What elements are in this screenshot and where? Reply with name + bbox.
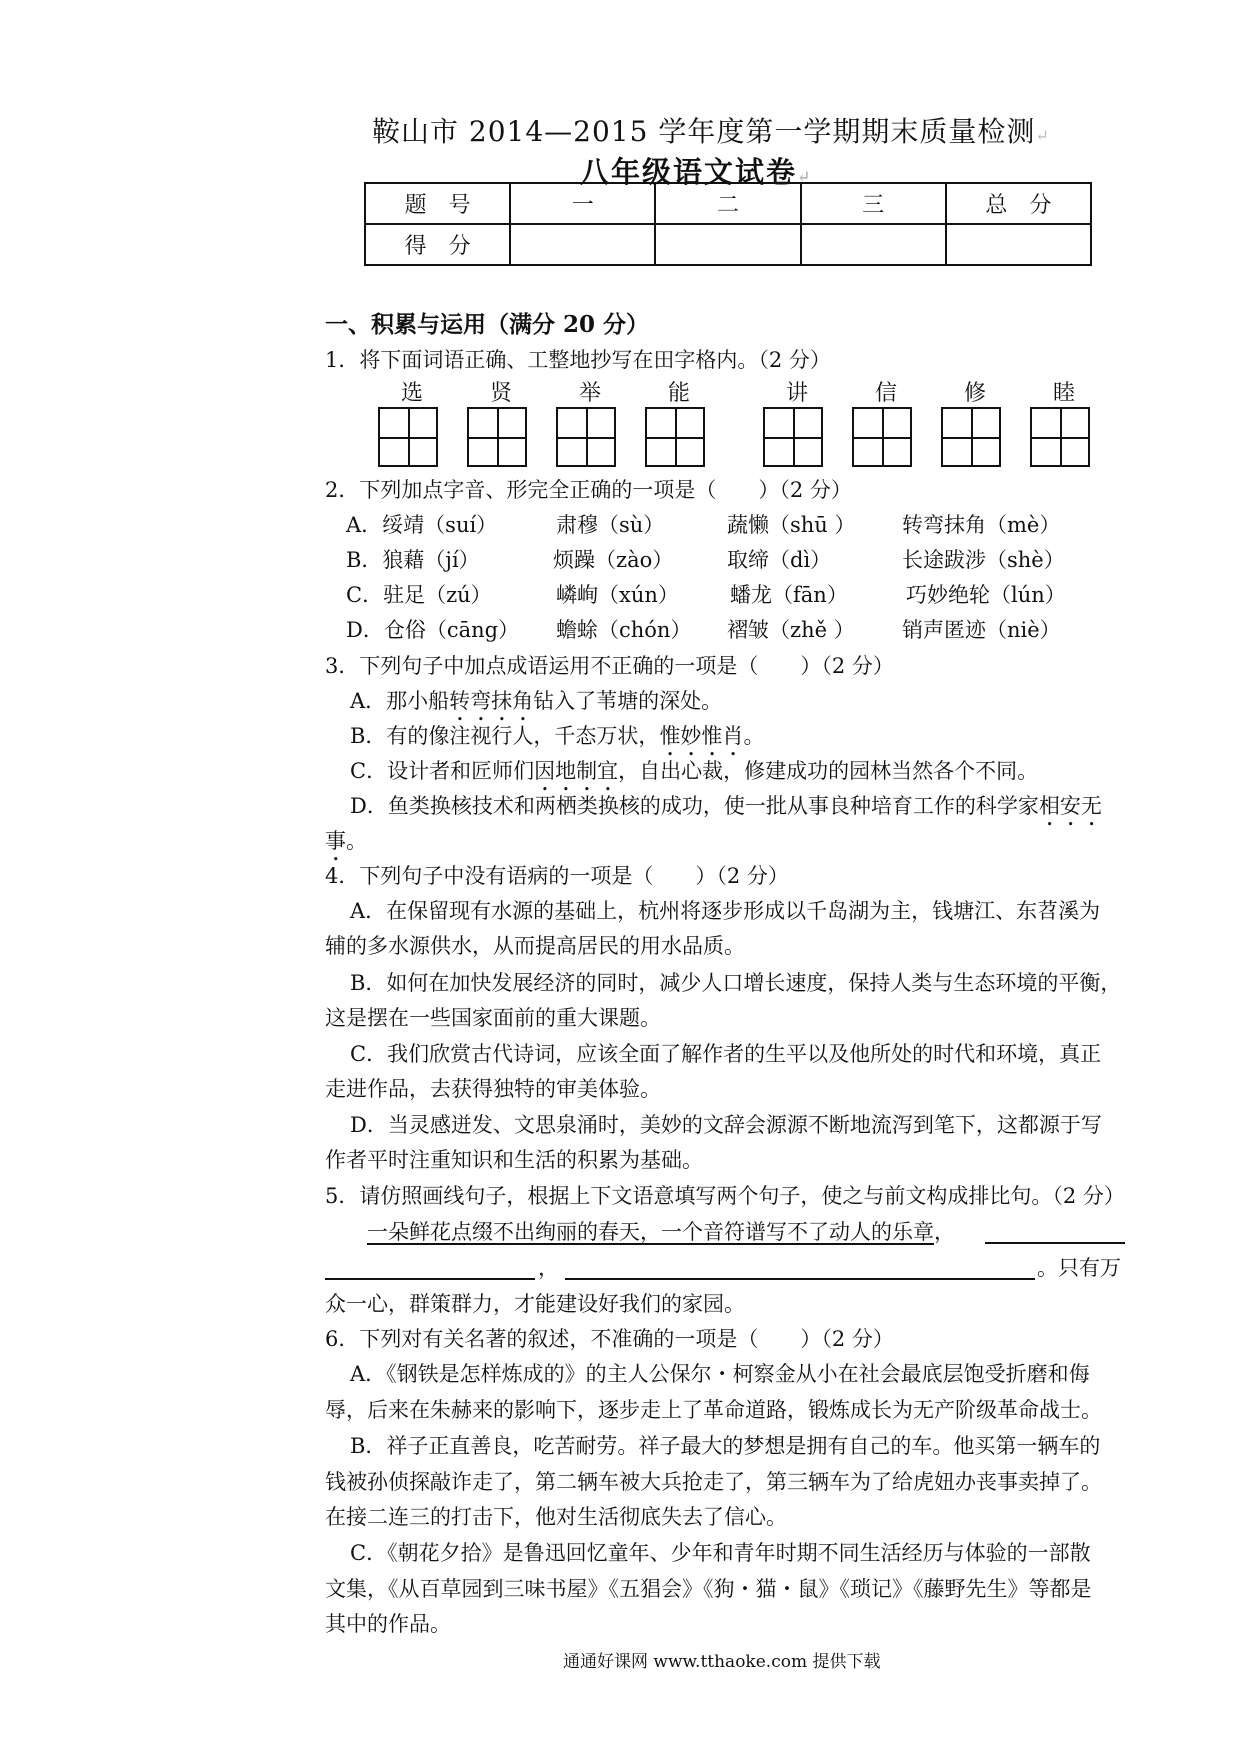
- q1-char: 信: [875, 381, 898, 406]
- question-2: 2．下列加点字音、形完全正确的一项是（ ）（2 分）: [325, 478, 852, 502]
- q2-option: 肃穆（sù）: [556, 513, 665, 537]
- q6-option-b: B．祥子正直善良，吃苦耐劳。祥子最大的梦想是拥有自己的车。他买第一辆车的: [350, 1434, 1101, 1458]
- q4-option-b-cont: 这是摆在一些国家面前的重大课题。: [325, 1006, 661, 1030]
- q4-option-c-cont: 走进作品，去获得独特的审美体验。: [325, 1077, 661, 1101]
- q2-option: 销声匿迹（niè）: [902, 618, 1061, 642]
- q1-char: 能: [668, 381, 691, 406]
- q5-blank[interactable]: [985, 1222, 1125, 1244]
- tianzi-grid[interactable]: [1030, 407, 1090, 467]
- score-cell: [510, 224, 655, 265]
- question-1: 1．将下面词语正确、工整地抄写在田字格内。（2 分）: [325, 348, 831, 372]
- q2-option: 取缔（dì）: [727, 548, 832, 572]
- q5-comma: ，: [538, 1256, 559, 1280]
- exam-title: 鞍山市 2014—2015 学年度第一学期期末质量检测↵: [372, 115, 1050, 148]
- q3-option-d: D．鱼类换核技术和两栖类换核的成功，使一批从事良种培育工作的科学家相安无: [350, 794, 1102, 818]
- q4-option-a-cont: 辅的多水源供水，从而提高居民的用水品质。: [325, 934, 745, 958]
- q5-underlined-sentence: 一朵鲜花点缀不出绚丽的春天，一个音符谱写不了动人的乐章: [367, 1220, 934, 1244]
- section-1-title: 一、积累与运用（满分 20 分）: [325, 311, 650, 338]
- question-4: 4．下列句子中没有语病的一项是（ ）（2 分）: [325, 864, 789, 888]
- tianzi-grid[interactable]: [467, 407, 527, 467]
- q2-option: 长途跋涉（shè）: [902, 548, 1065, 572]
- q2-option: 蟠龙（fān）: [730, 583, 848, 607]
- tianzi-grid[interactable]: [556, 407, 616, 467]
- question-5: 5．请仿照画线句子，根据上下文语意填写两个句子，使之与前文构成排比句。（2 分）: [325, 1184, 1125, 1208]
- q5-line-end: 。只有万: [1037, 1256, 1121, 1280]
- q5-blank[interactable]: [325, 1258, 535, 1280]
- tianzi-grid[interactable]: [941, 407, 1001, 467]
- question-6: 6．下列对有关名著的叙述，不准确的一项是（ ）（2 分）: [325, 1327, 894, 1351]
- score-cell: 得 分: [365, 224, 510, 265]
- score-table-score-row: [365, 224, 1091, 265]
- q6-option-c: C．《朝花夕拾》是鲁迅回忆童年、少年和青年时期不同生活经历与体验的一部散: [350, 1541, 1091, 1565]
- q1-char: 贤: [490, 381, 513, 406]
- q4-option-c: C．我们欣赏古代诗词，应该全面了解作者的生平以及他所处的时代和环境，真正: [350, 1042, 1102, 1066]
- q3-option-a: A．那小船转弯抹角钻入了苇塘的深处。: [350, 689, 723, 713]
- q2-option: B．狼藉（jí）: [346, 548, 480, 572]
- q1-char: 讲: [786, 381, 809, 406]
- q5-blank[interactable]: [565, 1258, 1035, 1280]
- question-3: 3．下列句子中加点成语运用不正确的一项是（ ）（2 分）: [325, 654, 894, 678]
- q4-option-b: B．如何在加快发展经济的同时，减少人口增长速度，保持人类与生态环境的平衡，: [350, 971, 1122, 995]
- q2-option: 蔬懒（shū ）: [727, 513, 856, 537]
- q2-option: 巧妙绝轮（lún）: [906, 583, 1066, 607]
- q6-option-b-cont2: 在接二连三的打击下，他对生活彻底失去了信心。: [325, 1505, 787, 1529]
- tianzi-grid[interactable]: [645, 407, 705, 467]
- q3-option-d-cont: 事。: [325, 829, 367, 853]
- score-cell: 题 号: [365, 183, 510, 224]
- score-table-header-row: [365, 183, 1091, 224]
- q2-option: C．驻足（zú）: [346, 583, 492, 607]
- exam-subtitle: 八年级语文试卷↵: [580, 155, 813, 189]
- q5-conclusion: 众一心，群策群力，才能建设好我们的家园。: [325, 1292, 745, 1316]
- q2-option: 蟾蜍（chón）: [556, 618, 692, 642]
- score-cell: 二: [655, 183, 800, 224]
- score-cell: 三: [801, 183, 946, 224]
- q6-option-a-cont: 辱，后来在朱赫来的影响下，逐步走上了革命道路，锻炼成长为无产阶级革命战士。: [325, 1398, 1102, 1422]
- q3-option-b: B．有的像注视行人，千态万状，惟妙惟肖。: [350, 724, 765, 748]
- q1-char: 修: [964, 381, 987, 406]
- q4-option-a: A．在保留现有水源的基础上，杭州将逐步形成以千岛湖为主，钱塘江、东苕溪为: [350, 899, 1101, 923]
- score-cell: [946, 224, 1091, 265]
- q2-option: 嶙峋（xún）: [556, 583, 679, 607]
- tianzi-grid[interactable]: [852, 407, 912, 467]
- score-table: [364, 182, 1092, 266]
- q1-char: 举: [579, 381, 602, 406]
- q2-option: 烦躁（zào）: [553, 548, 674, 572]
- q1-char: 睦: [1053, 381, 1076, 406]
- score-cell: [655, 224, 800, 265]
- tianzi-grid[interactable]: [378, 407, 438, 467]
- score-cell: [801, 224, 946, 265]
- q6-option-c-cont2: 其中的作品。: [325, 1612, 451, 1636]
- q6-option-b-cont: 钱被孙侦探敲诈走了，第二辆车被大兵抢走了，第三辆车为了给虎妞办丧事卖掉了。: [325, 1470, 1102, 1494]
- q6-option-c-cont: 文集，《从百草园到三味书屋》《五猖会》《狗・猫・鼠》《琐记》《藤野先生》等都是: [325, 1577, 1092, 1601]
- page-footer: 通通好课网 www.tthaoke.com 提供下载: [563, 1652, 881, 1672]
- score-cell: 总 分: [946, 183, 1091, 224]
- tianzi-grid[interactable]: [763, 407, 823, 467]
- score-cell: 一: [510, 183, 655, 224]
- q2-option: 转弯抹角（mè）: [902, 513, 1061, 537]
- q2-option: D．仓俗（cāng）: [346, 618, 520, 642]
- q2-option: 褶皱（zhě ）: [727, 618, 855, 642]
- q4-option-d: D．当灵感迸发、文思泉涌时，美妙的文辞会源源不断地流泻到笔下，这都源于写: [350, 1113, 1102, 1137]
- q1-char: 选: [401, 381, 424, 406]
- q2-option: A．绥靖（suí）: [346, 513, 498, 537]
- q3-option-c: C．设计者和匠师们因地制宜，自出心裁，修建成功的园林当然各个不同。: [350, 759, 1039, 783]
- q4-option-d-cont: 作者平时注重知识和生活的积累为基础。: [325, 1148, 703, 1172]
- q5-prompt-line: 一朵鲜花点缀不出绚丽的春天，一个音符谱写不了动人的乐章，: [367, 1220, 955, 1244]
- q6-option-a: A．《钢铁是怎样炼成的》的主人公保尔・柯察金从小在社会最底层饱受折磨和侮: [350, 1362, 1090, 1386]
